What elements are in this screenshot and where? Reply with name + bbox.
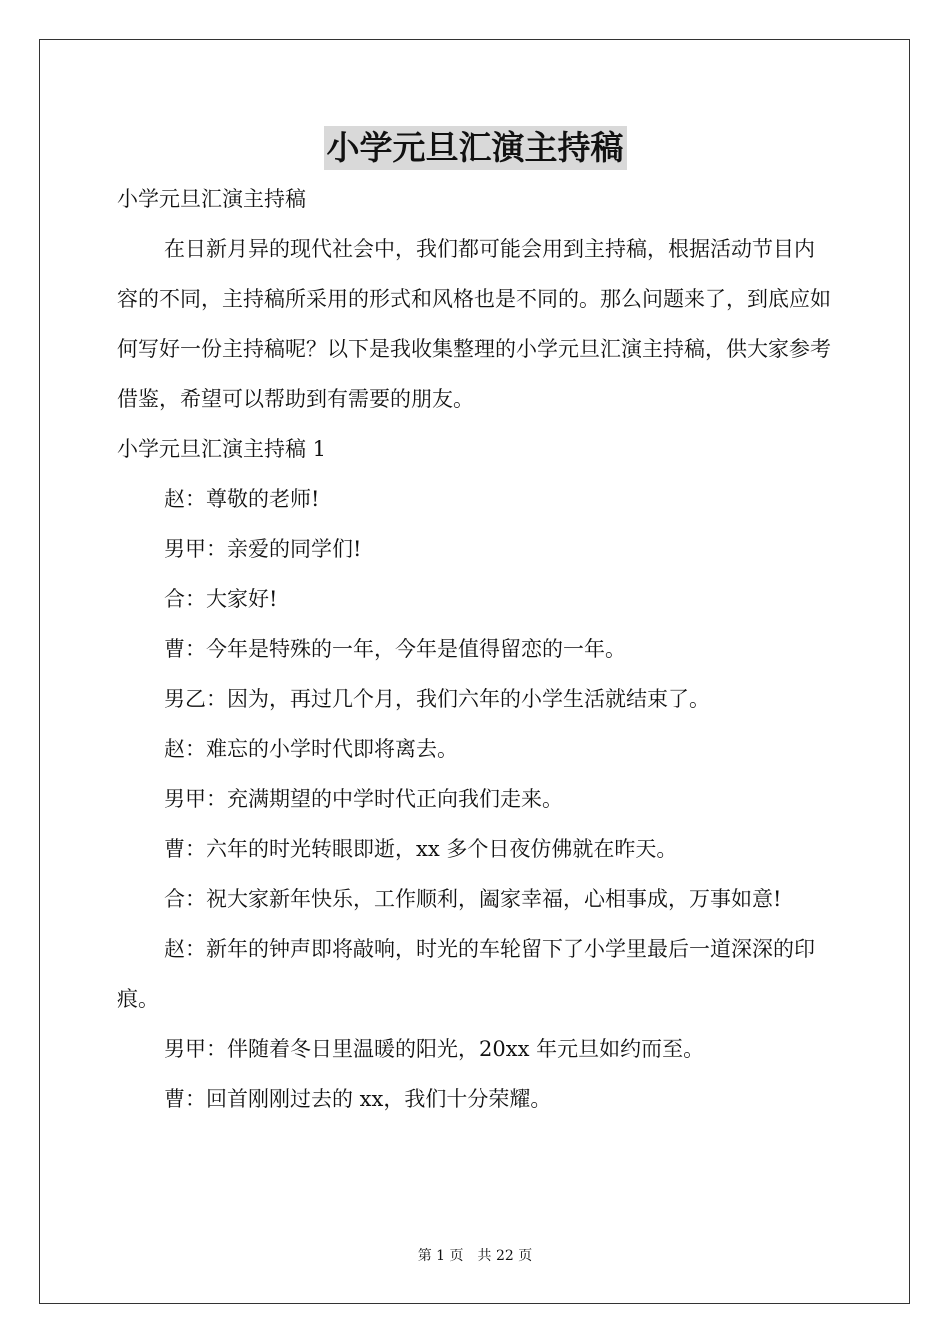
document-body bbox=[117, 174, 835, 1124]
dialogue-line: 曹：回首刚刚过去的 xx，我们十分荣耀。 bbox=[164, 1087, 552, 1111]
dialogue-line: 男甲：伴随着冬日里温暖的阳光，20xx 年元旦如约而至。 bbox=[164, 1037, 705, 1061]
dialogue-line: 赵：新年的钟声即将敲响，时光的车轮留下了小学里最后一道深深的印痕。 bbox=[117, 937, 815, 1011]
dialogue-line: 曹：六年的时光转眼即逝，xx 多个日夜仿佛就在昨天。 bbox=[164, 837, 678, 861]
dialogue-line: 赵：尊敬的老师! bbox=[164, 487, 320, 511]
dialogue-line: 合：大家好! bbox=[164, 587, 278, 611]
intro-paragraph: 在日新月异的现代社会中，我们都可能会用到主持稿，根据活动节目内容的不同，主持稿所采用的形式和风格也是不同的。那么问题来了，到底应如何写好一份主持稿呢？以下是我收集整理的小学元旦汇演主持稿，供大家参考借鉴，希望可以帮助到有需要的朋友。 bbox=[117, 237, 831, 411]
dialogue-line: 合：祝大家新年快乐，工作顺利，阖家幸福，心相事成，万事如意! bbox=[164, 887, 782, 911]
document-title: 小学元旦汇演主持稿 bbox=[324, 126, 627, 170]
dialogue-line: 男乙：因为，再过几个月，我们六年的小学生活就结束了。 bbox=[164, 687, 710, 711]
document-subtitle: 小学元旦汇演主持稿 bbox=[117, 187, 306, 211]
section-heading: 小学元旦汇演主持稿 1 bbox=[117, 437, 327, 461]
dialogue-line: 赵：难忘的小学时代即将离去。 bbox=[164, 737, 458, 761]
title-wrap bbox=[0, 126, 950, 170]
dialogue-line: 曹：今年是特殊的一年，今年是值得留恋的一年。 bbox=[164, 637, 626, 661]
page-footer: 第 1 页 共 22 页 bbox=[417, 1248, 533, 1264]
dialogue-line: 男甲：充满期望的中学时代正向我们走来。 bbox=[164, 787, 563, 811]
dialogue-line: 男甲：亲爱的同学们! bbox=[164, 537, 362, 561]
